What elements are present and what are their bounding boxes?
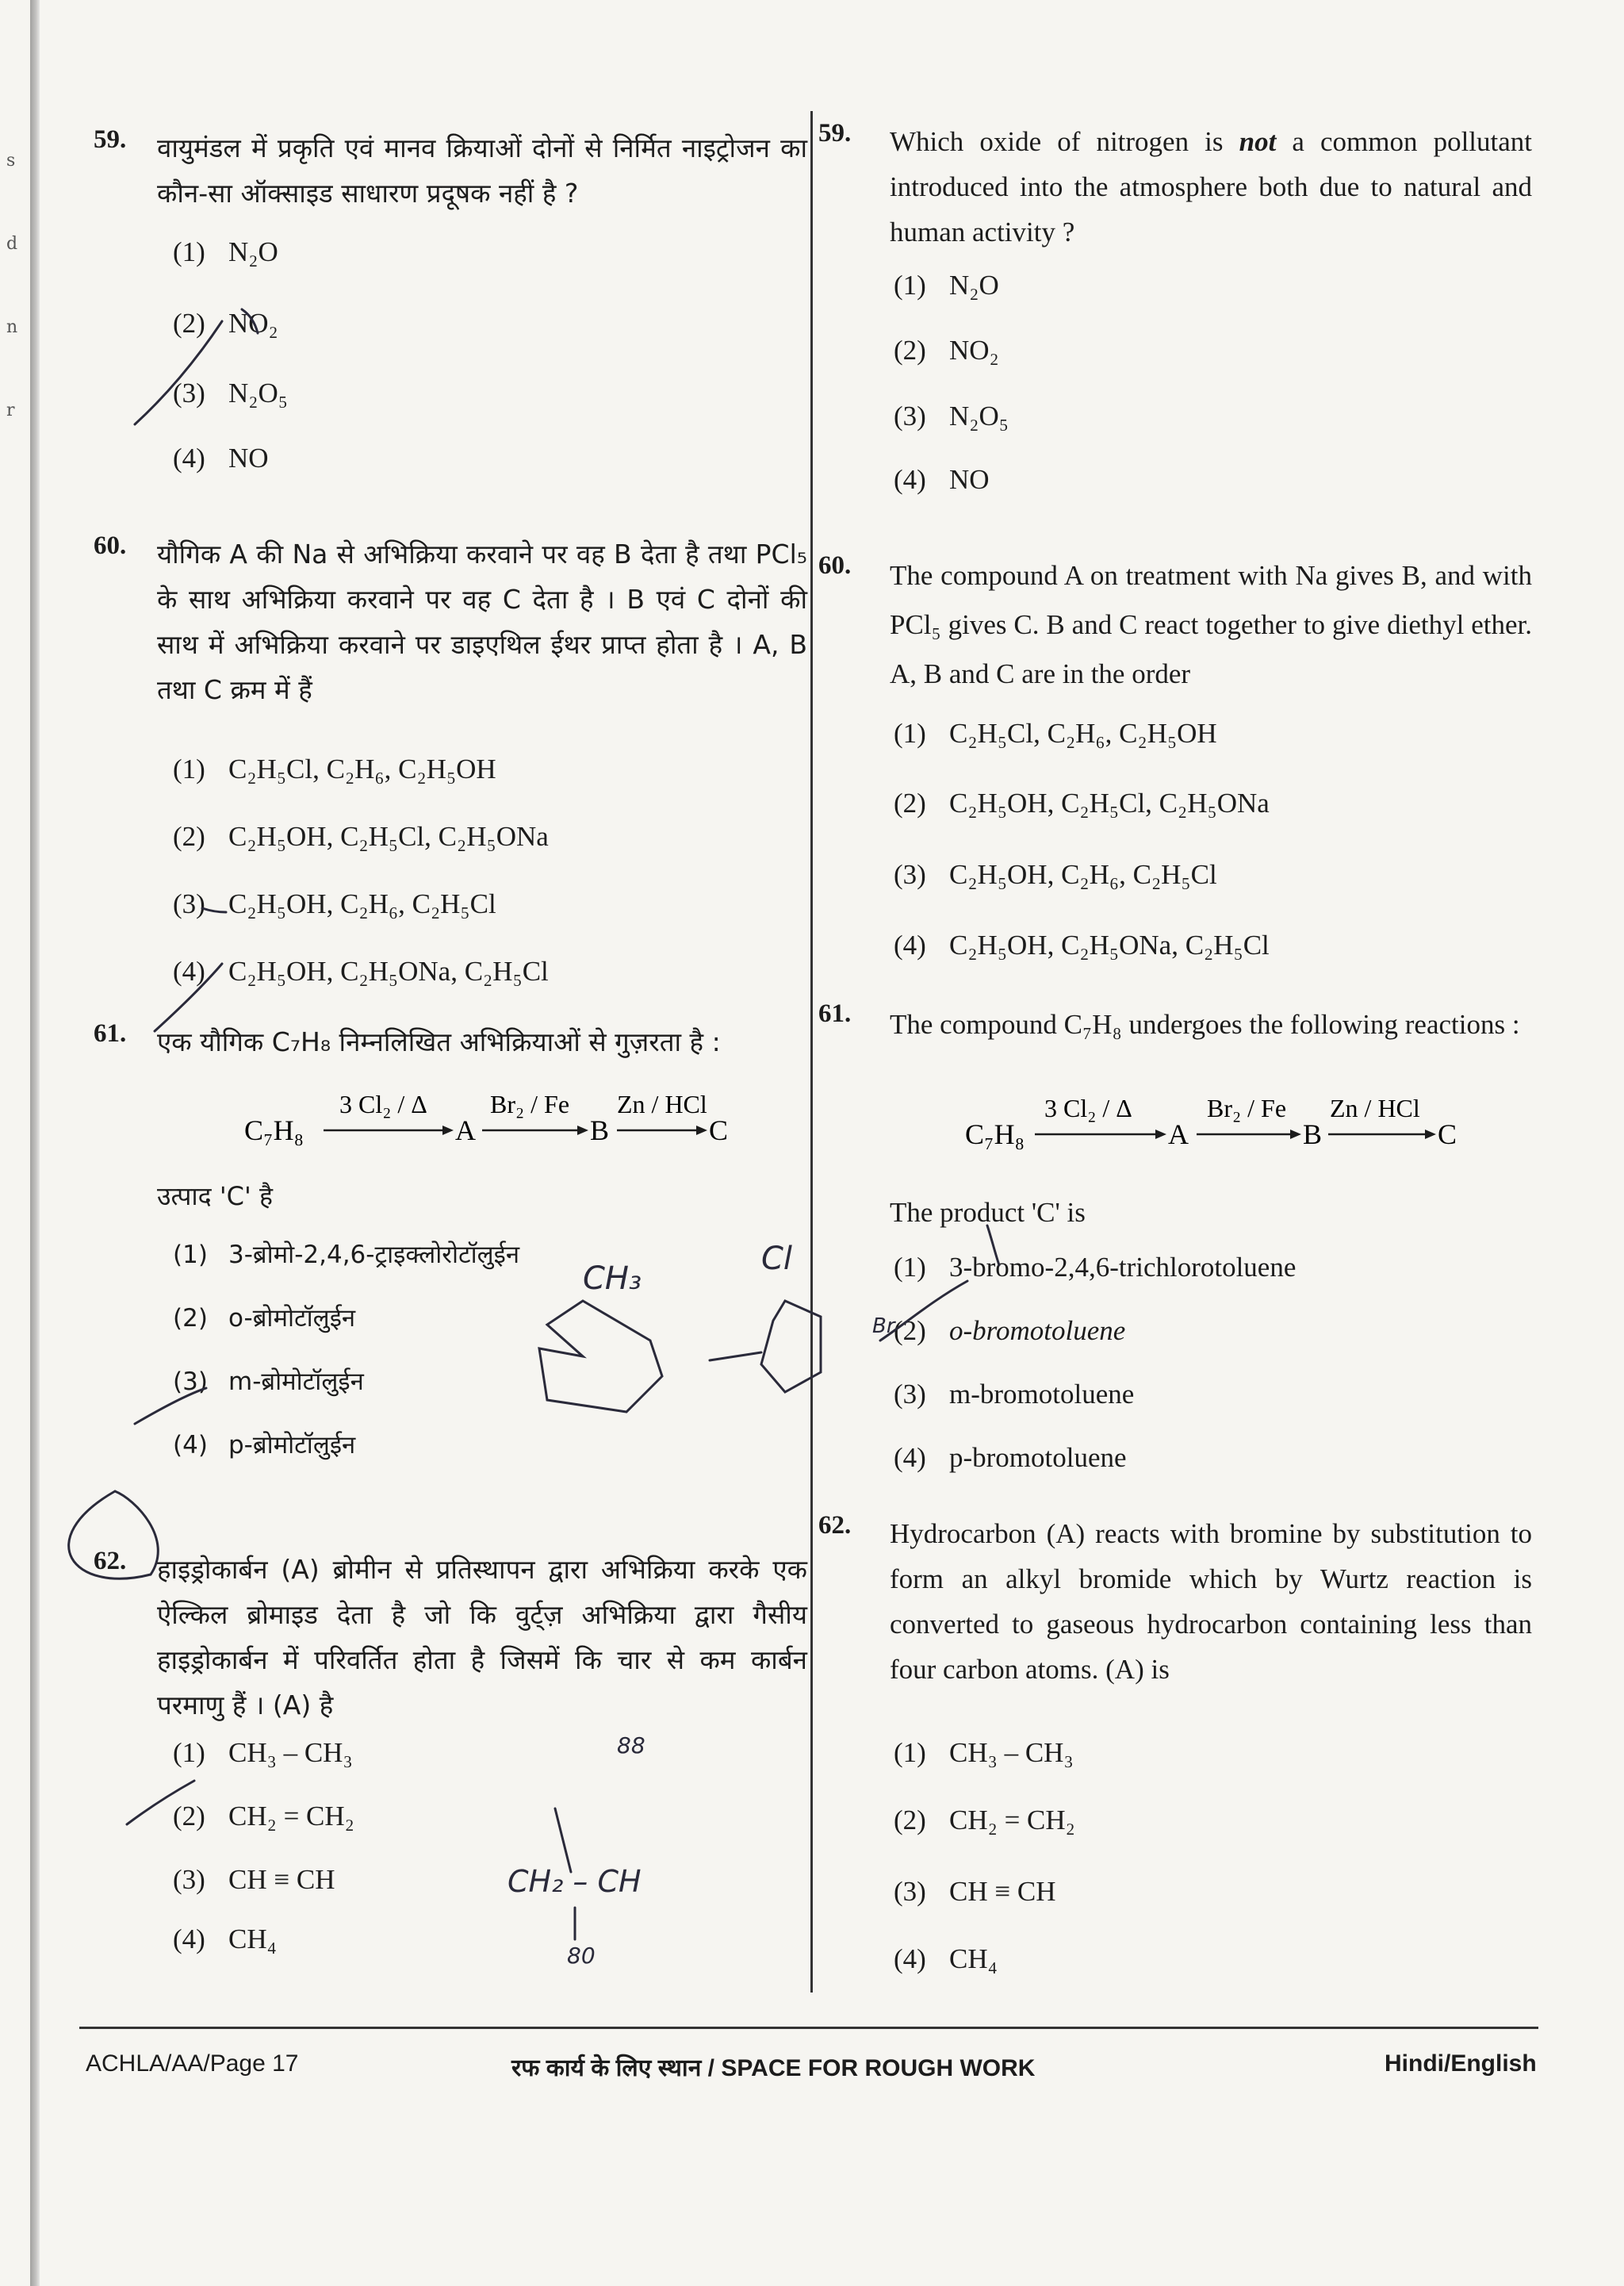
option-2: (2) o-ब्रोमोटॉलुईन <box>173 1304 356 1333</box>
option-4: (4) p-bromotoluene <box>894 1442 1127 1473</box>
question-text: Hydrocarbon (A) reacts with bromine by substitution to form an alkyl bromide which by Wurtz reaction is converted to gaseous hydrocarbon containing less than four carbon atoms. (A) is <box>890 1518 1532 1685</box>
column-divider <box>810 111 813 1993</box>
question-text: Which oxide of nitrogen is not a common pollutant introduced into the atmosphere both due to natural and human activity ? <box>890 126 1533 247</box>
question-number: 61. <box>818 999 852 1028</box>
margin-mark: r <box>6 401 15 420</box>
handwritten-80: 80 <box>567 1943 596 1969</box>
option-1: (1) C₂H₅Cl, C₂H₆, C₂H₅OH <box>173 754 496 784</box>
reaction-step3: Zn / HCl <box>1330 1094 1420 1122</box>
question-text: हाइड्रोकार्बन (A) ब्रोमीन से प्रतिस्थापन द्वारा अभिक्रिया करके एक ऐल्किल ब्रोमाइड देता है जो कि वुर्ट्ज़ अभिक्रिया द्वारा गैसीय हाइड्रोकार्बन में परिवर्तित होता है जिसमें कि चार से कम कार्बन परमाणु हैं । (A) है <box>157 1554 807 1720</box>
reaction-b: B <box>1303 1118 1323 1150</box>
option-2: (2) CH₂ = CH₂ <box>173 1801 354 1831</box>
option-1: (1) N₂O <box>894 270 999 301</box>
footer-rough-work: रफ कार्य के लिए स्थान / SPACE FOR ROUGH WORK <box>511 2055 1036 2081</box>
question-62-hindi <box>94 1547 807 2118</box>
option-4: (4) C₂H₅OH, C₂H₅ONa, C₂H₅Cl <box>173 956 549 987</box>
margin-marks <box>6 119 30 452</box>
option-3: (3) m-bromotoluene <box>894 1379 1135 1410</box>
option-3: (3) N₂O₅ <box>173 378 288 408</box>
handwritten-cl: Cl <box>761 1241 793 1277</box>
question-text: यौगिक A की Na से अभिक्रिया करवाने पर वह B देता है तथा PCl₅ के साथ अभिक्रिया करवाने पर वह C देता है । B एवं C दोनों की साथ में अभिक्रिया करवाने पर डाइएथिल ईथर प्राप्त होता है । A, B तथा C क्रम में हैं <box>157 539 807 705</box>
question-number: 60. <box>818 551 852 580</box>
question-number: 60. <box>94 531 127 560</box>
binding-shadow <box>30 0 40 2286</box>
option-4: (4) p-ब्रोमोटॉलुईन <box>173 1431 356 1459</box>
reaction-step2: Br₂ / Fe <box>490 1090 570 1118</box>
option-4: (4) NO <box>173 443 269 474</box>
question-61-english <box>818 999 1532 1571</box>
reaction-arrows <box>965 1095 1457 1158</box>
margin-mark: s <box>6 151 16 171</box>
question-text: The compound C₇H₈ undergoes the following reactions : <box>890 1009 1520 1040</box>
question-number: 61. <box>94 1019 127 1048</box>
reaction-scheme <box>244 1090 729 1161</box>
handwritten-ch2ch: CH₂ – CH <box>508 1864 642 1899</box>
option-3: (3) C₂H₅OH, C₂H₆, C₂H₅Cl <box>173 888 496 919</box>
question-text: एक यौगिक C₇H₈ निम्नलिखित अभिक्रियाओं से गुज़रता है : <box>157 1026 721 1057</box>
option-4: (4) CH₄ <box>894 1943 998 1974</box>
option-1: (1) 3-bromo-2,4,6-trichlorotoluene <box>894 1252 1297 1283</box>
option-3: (3) CH ≡ CH <box>173 1864 335 1895</box>
question-60-english <box>818 551 1532 995</box>
reaction-step1: 3 Cl₂ / Δ <box>339 1090 427 1118</box>
reaction-step3: Zn / HCl <box>617 1090 707 1118</box>
handwritten-ch3: CH₃ <box>583 1260 642 1297</box>
question-61-hindi <box>94 1019 807 1590</box>
reaction-arrows <box>244 1090 729 1154</box>
reaction-c: C <box>709 1114 729 1146</box>
question-number: 59. <box>818 119 852 148</box>
reaction-b: B <box>590 1114 610 1146</box>
reaction-start: C₇H₈ <box>965 1118 1025 1150</box>
product-text: The product 'C' is <box>890 1197 1086 1228</box>
footer-rule <box>79 2027 1538 2029</box>
handwritten-88: 88 <box>617 1732 645 1759</box>
option-1: (1) N₂O <box>173 236 278 267</box>
option-4: (4) CH₄ <box>173 1924 277 1954</box>
option-4: (4) NO <box>894 464 990 495</box>
option-4: (4) C₂H₅OH, C₂H₅ONa, C₂H₅Cl <box>894 930 1270 961</box>
question-text: The compound A on treatment with Na gives B, and with PCl₅ gives C. B and C react together to give diethyl ether. A, B and C are in the order <box>890 560 1532 689</box>
option-2: (2) o-bromotoluene <box>894 1315 1126 1346</box>
handwritten-br: Br <box>872 1314 895 1338</box>
reaction-step1: 3 Cl₂ / Δ <box>1044 1094 1132 1122</box>
option-3: (3) N₂O₅ <box>894 401 1009 432</box>
reaction-step2: Br₂ / Fe <box>1207 1094 1287 1122</box>
option-3: (3) C₂H₅OH, C₂H₆, C₂H₅Cl <box>894 859 1217 890</box>
option-3: (3) CH ≡ CH <box>894 1876 1056 1907</box>
option-1: (1) 3-ब्रोमो-2,4,6-ट्राइक्लोरोटॉलुईन <box>173 1241 520 1269</box>
option-2: (2) NO₂ <box>894 335 999 366</box>
option-1: (1) CH₃ – CH₃ <box>173 1737 353 1768</box>
option-2: (2) C₂H₅OH, C₂H₅Cl, C₂H₅ONa <box>173 821 549 852</box>
question-62-english <box>818 1511 1532 2082</box>
question-59-english <box>818 119 1532 531</box>
emphasis-not: not <box>1239 126 1277 157</box>
option-1: (1) CH₃ – CH₃ <box>894 1737 1074 1768</box>
reaction-c: C <box>1438 1118 1457 1150</box>
option-2: (2) CH₂ = CH₂ <box>894 1805 1075 1835</box>
reaction-scheme <box>965 1095 1457 1165</box>
reaction-start: C₇H₈ <box>244 1114 304 1146</box>
question-59-hindi <box>94 125 807 498</box>
option-2: (2) NO₂ <box>173 308 278 339</box>
option-3: (3) m-ब्रोमोटॉलुईन <box>173 1367 364 1396</box>
product-text: उत्पाद 'C' है <box>157 1181 273 1211</box>
reaction-a: A <box>1168 1118 1189 1150</box>
option-1: (1) C₂H₅Cl, C₂H₆, C₂H₅OH <box>894 718 1217 749</box>
option-2: (2) C₂H₅OH, C₂H₅Cl, C₂H₅ONa <box>894 788 1270 819</box>
reaction-a: A <box>455 1114 476 1146</box>
question-number: 59. <box>94 125 127 154</box>
margin-mark: n <box>6 317 18 337</box>
question-text: वायुमंडल में प्रकृति एवं मानव क्रियाओं दोनों से निर्मित नाइट्रोजन का कौन-सा ऑक्साइड साधारण प्रदूषक नहीं है ? <box>157 132 807 209</box>
footer-page-label: ACHLA/AA/Page 17 <box>86 2050 299 2077</box>
margin-mark: d <box>6 234 18 254</box>
question-number: 62. <box>94 1547 127 1575</box>
question-number: 62. <box>818 1511 852 1540</box>
footer-language: Hindi/English <box>1385 2050 1537 2077</box>
